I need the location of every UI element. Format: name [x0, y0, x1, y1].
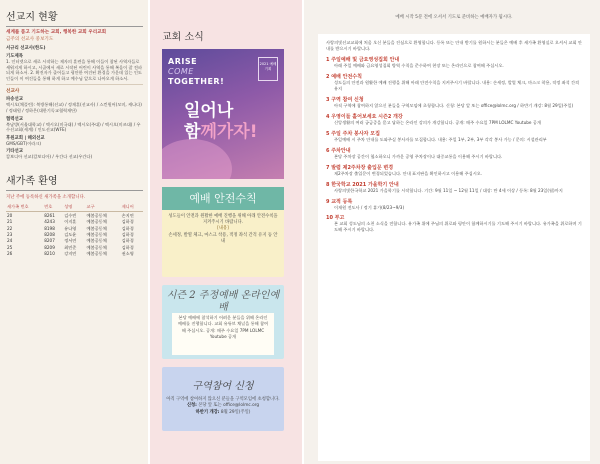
announcement-body: 본당 주차장 공간이 협소하오니 가까운 공영 주차장이나 대중교통을 이용해 주시기 바랍니다. — [334, 153, 503, 159]
theme-line-1: 세계를 품고 기도하는 교회, 행복한 교회 우리교회 — [6, 30, 107, 35]
table-row — [6, 211, 143, 218]
table-header-row — [6, 203, 143, 212]
mission-theme — [6, 30, 143, 43]
table-cell: 권소영 — [121, 251, 134, 257]
announcement-heading: 10 부고 — [326, 215, 345, 222]
table-cell: 26 — [7, 251, 13, 257]
group-title: 협력선교 — [6, 116, 23, 122]
zone-signup-deadline — [162, 410, 284, 416]
prayer-text: 1. 인터넷으로 새로 시작하는 제자의 훈련을 통해 이들이 참된 사역자들로 세워지게 하시고, 시골에서 새로 시작된 어린이 사역을 통해 복음이 잘 전파되게 하소서. 2. 확진자가 줄어들고 평안한 여건된 환경을 가운데 있는 인도인들이 이 여건들을 통해 하게 하고 예수님 앞으로 나아오게 하소서. — [6, 59, 142, 81]
announcement-body: 아직 구역에 참여하지 않으신 분들을 구역모임에 초청합니다. 신청: 본당 앞 또는 office@lolmc.org / 하반기 개강: 8월 29일(주일) — [334, 103, 574, 109]
zone-signup-head: 구역참여 신청 — [192, 381, 254, 392]
table-cell: 예봄공동체 — [86, 212, 107, 218]
table-cell: 8209 — [44, 244, 55, 250]
announcement-item — [326, 164, 582, 177]
prayer-head: 기도제목 — [6, 54, 23, 59]
table-cell: 21 — [7, 219, 13, 225]
announcement-item — [326, 56, 582, 69]
poster-glow — [162, 139, 232, 179]
table-cell: 예봄공동체 — [86, 219, 107, 225]
group-text: 캄보디아 선교(캄보디아) / 우간다 선교(우간다) — [6, 154, 93, 160]
welcome-lead: 사랑의빛선교교회에 처음 오신 분들을 진심으로 환영합니다. 등록 또는 안내 받기를 원하시는 분들은 예배 후 새가족 환영실로 오셔서 교회 안내를 받으시기 바랍니다. — [326, 40, 582, 52]
group-text: 북남방(서울대학교) / 엑시오(미국대) / 엑시오(주대) / 엑시오(미즈대) / 우수선교회(세계) / 인도선교(WFE) — [6, 121, 141, 133]
table-cell: 예봄공동체 — [86, 244, 107, 250]
announcement-body: 아래 주일 예배와 금요영성집회 방역 수칙을 준수하여 현장 또는 온라인으로 참여해 주십시오. — [334, 63, 504, 69]
table-cell: 24 — [7, 238, 13, 244]
church-news-title: 교회 소식 — [162, 32, 204, 43]
table-cell: 김도윤 — [64, 231, 77, 237]
group-title: 후원교회 | 해외선교 — [6, 135, 45, 141]
column-header: 제니어 — [121, 203, 143, 212]
poster-headline-part: 함 — [184, 122, 201, 142]
safety-rules-detail: 손세정, 발열 체크, 마스크 착용, 적정 좌석 간격 유지 등 안내 — [168, 232, 278, 244]
table-cell: 이지훈 — [64, 219, 77, 225]
new-family-title: 새가족 환영 — [6, 171, 143, 191]
zone-apply-value: 본당 앞 또는 office@lolmc.org — [198, 403, 260, 409]
announcement-body: 사랑의빛한국학교 2021 가을학기를 시작합니다. 기간: 9월 11일 ~ 12월 11일 / 대상: 만 4세 이상 / 등록: 8월 23일(월)까지 — [334, 187, 563, 193]
group-title: 기타선교 — [6, 149, 23, 155]
online-worship-head: 시즌 2 주정예배 온라인예배 — [166, 290, 280, 313]
new-family-intro: 지난 주에 등록하신 새가족을 소개합니다. — [6, 194, 86, 200]
announcement-list — [326, 56, 582, 233]
announcement-body: 주일예배 시 주차 안내를 도와주실 봉사자를 모집합니다. 내용: 주일 1부, 2부, 3부 각각 봉사 가능 / 문의: 시설관리부 — [334, 136, 547, 142]
announcement-heading: 7 발렴 제2주차장 출입문 변경 — [326, 164, 394, 171]
safety-rules-card — [162, 187, 284, 277]
online-worship-note: 본당 예배에 참석하기 어려운 분들을 위해 온라인 예배를 진행합니다. 교회 유튜브 채널을 통해 참여해 주십시오. 공개: 매주 수요일 7PM LOLMC Youtube 공개 — [172, 313, 274, 355]
zone-signup-card — [162, 367, 284, 431]
safety-rules-label: [내용] — [217, 226, 229, 232]
table-cell: 김하경 — [121, 231, 134, 237]
online-worship-card — [162, 285, 284, 359]
announcement-body: 성도들의 안전과 원활한 예배 진행을 위해 아래 안전수칙을 지켜주시기 바랍니다. 내용: 손세정, 발열 체크, 마스크 착용, 적정 좌석 간격 유지 — [334, 80, 580, 92]
poster-headline-part: 께가자! — [200, 122, 258, 142]
safety-rules-text: 성도들이 안전과 원활한 예배 진행을 위해 아래 안전수칙을 지켜주시기 바랍니다. — [168, 214, 278, 226]
table-row — [6, 251, 143, 257]
column-header: 성명 — [63, 203, 85, 212]
poster-arise-text — [168, 57, 224, 87]
table-cell: 김하경 — [121, 219, 134, 225]
table-cell: 4243 — [44, 219, 55, 225]
poster-badge: 2021 예배 기획 — [258, 57, 278, 81]
table-cell: 22 — [7, 225, 13, 231]
table-cell: 김하경 — [121, 225, 134, 231]
table-cell: 손지연 — [121, 212, 134, 218]
table-cell: 김하경 — [121, 238, 134, 244]
announcement-item — [326, 130, 582, 143]
table-cell: 강지민 — [64, 251, 77, 257]
zone-deadline-value: 8월 29일(주일) — [220, 409, 251, 415]
zone-signup-text: 아직 구역에 참여하지 않으신 분들을 구역모임에 초청합니다. — [166, 397, 280, 402]
poster-line: TOGETHER! — [168, 77, 225, 86]
table-cell: 김하경 — [121, 244, 134, 250]
announcement-item — [326, 147, 582, 160]
announcement-item — [326, 181, 582, 194]
column-header: 교구 — [86, 203, 121, 212]
column-header: 번호 — [43, 203, 63, 212]
announcement-item — [326, 96, 582, 109]
table-cell: 20 — [7, 212, 13, 218]
column-header: 새가족 번호 — [6, 203, 43, 212]
announcement-heading: 3 구역 참여 신청 — [326, 97, 364, 104]
announcement-heading: 9 교적 등록 — [326, 198, 353, 205]
right-column — [304, 0, 600, 464]
theme-line-2: 금주의 선교사 중보기도 — [6, 36, 54, 42]
table-cell: 김수빈 — [64, 212, 77, 218]
table-cell: 23 — [7, 231, 13, 237]
missionary-label: 서규리 선교사(한도) — [6, 46, 46, 51]
table-cell: 정서연 — [64, 238, 77, 244]
table-cell: 8210 — [44, 251, 55, 257]
safety-rules-head: 예배 안전수칙 — [162, 187, 284, 210]
table-cell: 8261 — [44, 212, 55, 218]
poster-line: COME — [168, 67, 194, 76]
announcement-body: 이재원 전도사 / 정기 휴가(8/23~9/3) — [334, 204, 405, 210]
zone-deadline-label: 하반기 개강: — [195, 409, 220, 415]
missionary-sub-head: 선교사 — [6, 89, 20, 95]
poster-headline — [184, 101, 257, 143]
poster-headline-line — [184, 122, 257, 143]
announcement-heading: 6 주차안내 — [326, 147, 351, 154]
announcement-item — [326, 214, 582, 233]
zone-apply-label: 신청: — [186, 403, 197, 409]
announcement-body: 본 교회 성도님의 소천 소식을 전합니다. 유가족 위에 주님의 위로와 평안이 함께하시기를 기도해 주시기 바랍니다. 유가족을 위로하며 기도해 주시기 바랍니다. — [334, 221, 582, 233]
poster-headline-line: 일어나 — [184, 101, 234, 121]
announcement-item — [326, 198, 582, 211]
table-cell: 예봄공동체 — [86, 238, 107, 244]
table-cell: 8207 — [44, 238, 55, 244]
table-cell: 8198 — [44, 225, 55, 231]
table-cell: 25 — [7, 244, 13, 250]
mission-title: 선교지 현황 — [6, 4, 143, 27]
announcement-item — [326, 113, 582, 126]
announcement-heading: 4 우영이들 홀어보세요 시즌2 개강 — [326, 114, 403, 121]
poster-line: ARISE — [168, 57, 198, 66]
announcement-heading: 8 한국학교 2021 가을학기 안내 — [326, 181, 399, 188]
group-text: 엑시오(채플린): 북방통해(선교) / 정재훈(선교사) / 스킨원어(모미, 캐나다) / 정태원 / 정하은(대한기독교협력재단) — [6, 102, 142, 113]
announcement-body: 신앙생활의 여러 궁금증을 묻고 답하는 온라인 강의가 개강합니다. 공개: 매주 수요일 7PM LOLMC Youtube 공개 — [334, 120, 541, 126]
middle-column — [150, 0, 302, 464]
table-cell: 예봄공동체 — [86, 225, 107, 231]
table-cell: 예봄공동체 — [86, 251, 107, 257]
announcement-heading: 2 예배 안전수칙 — [326, 74, 362, 81]
announcement-heading: 1 주일예배 및 금요영성집회 안내 — [326, 57, 400, 64]
safety-rules-body — [162, 210, 284, 245]
table-cell: 유나영 — [64, 225, 77, 231]
left-column — [0, 0, 148, 464]
announcements-panel — [318, 34, 590, 461]
announcement-item — [326, 73, 582, 92]
group-title: 파송선교 — [6, 97, 23, 103]
worship-poster — [162, 49, 284, 179]
divider — [6, 84, 143, 85]
table-cell: 예봄공동체 — [86, 231, 107, 237]
announcement-heading: 5 주일 주차 봉사자 모집 — [326, 130, 380, 137]
zone-signup-body — [162, 392, 284, 416]
table-cell: 최민준 — [64, 244, 77, 250]
worship-intro: 예배 시작 5분 전에 오셔서 기도로 준비하는 예배자가 됩시다. — [395, 15, 513, 20]
announcement-body: 제2주차장 출입문이 변경되었습니다. 안내 표지판을 확인하시고 이용해 주십시오. — [334, 170, 483, 176]
new-family-table — [6, 203, 143, 257]
group-text: GMS/GBT(이라크) — [6, 140, 42, 146]
table-cell: 8208 — [44, 231, 55, 237]
